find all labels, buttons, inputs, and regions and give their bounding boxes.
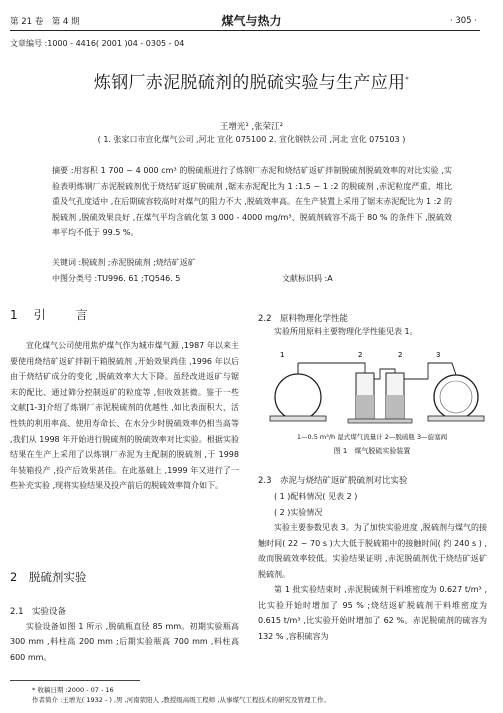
running-header bbox=[0, 10, 503, 32]
section-1-heading: 1 引 言 bbox=[10, 308, 90, 322]
section-2-1-body bbox=[10, 619, 239, 665]
abstract: 摘要 :用容积 1 700 ~ 4 000 cm³ 的脱硫瓶进行了炼钢厂赤泥和烧结矿返矿拌制脱硫剂脱硫效率的对比实验 ,实验表明炼钢厂赤泥脱硫剂优于烧结矿返矿脱硫剂 ,锯末赤泥配比为 1 :1.5 ~ 1 :2 的脱硫剂 ,赤泥粒度严重、堆比重及气孔度适中 ,在后期硫容较高时对煤气的阻力不大 ,脱硫效率高。在生产装置上采用了锯末赤泥配比为 1 :2 的脱硫剂 ,脱硫效果良好 ,在煤气平均含硫化氢 3 000 - 4000 mg/m³、脱硫剂硫容不高于 80 % 的条件下 ,脱硫效率平均不低于 99.5 %。 bbox=[52, 166, 452, 237]
page-number: · 305 · bbox=[449, 16, 477, 26]
issue-label: 第 21 卷 第 4 期 bbox=[10, 17, 80, 27]
desulfurization-bottles bbox=[348, 373, 412, 423]
sub-item-2: ( 2 )实验情况 bbox=[274, 507, 323, 517]
document-code: 文献标识码 :A bbox=[282, 274, 333, 283]
section-1-paragraph: 宣化煤气公司使用焦炉煤气作为城市煤气源 ,1987 年以来主要使用烧结矿返矿拌制干箱脱硫剂 ,开始效果尚佳 ,1996 年以后由于烧结矿成分的变化 ,脱硫效率大大下降。虽经改进返矿与锯末的配比、通过筛分控制返矿的粒度等 ,但收效甚微。鉴于一些文献[1-3]介绍了炼钢厂赤泥脱硫剂的优越性 ,如比表面积大、活性铁的利用率高、使用寿命长、在水分少时脱硫效率仍相当高等 ,我们从 1998 年开始进行脱硫剂的脱硫效率对比实验。根据实验结果在生产上采用了以炼钢厂赤泥为主配制的脱硫剂 ,于 1998 年装箱投产 ,投产后效果甚佳。在此基础上 ,1999 年又进行了一些补充实验 ,现将实验结果及投产前后的脱硫效率简介如下。 bbox=[10, 341, 239, 491]
section-2-1-heading: 2.1 实验设备 bbox=[10, 607, 67, 617]
journal-name: 煤气与热力 bbox=[221, 14, 282, 28]
section-2-1-paragraph: 实验设备如图 1 所示 ,脱硫瓶直径 85 mm。初期实验瓶高 300 mm ,料柱高 200 mm ;后期实验瓶高 700 mm ,料柱高 600 mm。 bbox=[10, 622, 239, 662]
figure-caption: 图 1 煤气脱硫实验装置 bbox=[333, 447, 411, 455]
classification-number: 中图分类号 :TU996. 61 ;TQ546. 5 bbox=[52, 274, 181, 283]
experiment-apparatus-figure bbox=[260, 345, 485, 430]
affiliation-line: ( 1. 张家口市宣化煤气公司 ,河北 宣化 075100 2. 宣化钢铁公司 ,河北 宣化 075103 ) bbox=[97, 135, 406, 144]
figure-label-2: 2 bbox=[358, 351, 363, 359]
connecting-tubing bbox=[298, 363, 452, 379]
sub-item-1: ( 1 )配料情况( 见表 2 ) bbox=[274, 492, 358, 501]
footnote-rule bbox=[10, 680, 140, 681]
section-2-3-paragraph-2: 第 1 批实验结束时 ,赤泥脱硫剂干料堆密度为 0.627 t/m³ ,比实验开始时增加了 95 % ;烧结返矿脱硫剂干料堆密度为 0.615 t/m³ ,比实验开始时增加了 62 %。赤泥脱硫剂的硫容为 132 % ,容积硫容为 bbox=[258, 585, 487, 641]
author-line: 王增光¹ ,张荣江² bbox=[219, 122, 284, 132]
section-2-heading: 2 脱硫剂实验 bbox=[10, 570, 87, 584]
figure-label-1: 1 bbox=[280, 351, 285, 359]
paper-title bbox=[0, 68, 503, 93]
section-2-3-heading: 2.3 赤泥与烧结矿返矿脱硫剂对比实验 bbox=[258, 476, 408, 486]
figure-label-3: 3 bbox=[436, 351, 441, 359]
keywords: 关键词 :脱硫剂 ;赤泥脱硫剂 ;烧结矿返矿 bbox=[52, 258, 196, 267]
section-2-2-body: 实验所用原料主要物理化学性能见表 1。 bbox=[274, 327, 418, 336]
header-rule bbox=[10, 30, 480, 31]
received-date: * 收稿日期 :2000 - 07 - 16 bbox=[32, 686, 114, 694]
author-bio: 作者简介 :王增光( 1932 - ) ,男 ,河南荥阳人 ,教授级高级工程师 ,从事煤气工程技术的研究及管理工作。 bbox=[32, 696, 330, 704]
title-mark: * bbox=[405, 75, 410, 84]
figure-label-2b: 2 bbox=[398, 351, 403, 359]
gas-flow-meter bbox=[270, 363, 326, 421]
section-1-body bbox=[10, 338, 239, 494]
title-text: 炼钢厂赤泥脱硫剂的脱硫实验与生产应用 bbox=[93, 73, 406, 93]
section-2-2-heading: 2.2 原料物理化学性能 bbox=[258, 314, 349, 324]
received-text: 收稿日期 :2000 - 07 - 16 bbox=[37, 686, 114, 694]
section-2-3-body bbox=[258, 489, 487, 644]
figure-legend: 1—0.5 m³/h 湿式煤气流量计 2—脱硫瓶 3—旋塞阀 bbox=[296, 433, 448, 441]
article-number: 文章编号 :1000 - 4416( 2001 )04 - 0305 - 04 bbox=[10, 39, 185, 48]
section-2-3-paragraph-1: 实验主要参数见表 3。为了加快实验进度 ,脱硫剂与煤气的接触时间( 22 ~ 70 s )大大低于脱硫箱中的接触时间( 约 240 s ) ,故而脱硫效率较低。实验结果证明 ,赤泥脱硫剂优于烧结矿返矿脱硫剂。 bbox=[258, 523, 487, 579]
stopcock-valve bbox=[428, 363, 484, 421]
